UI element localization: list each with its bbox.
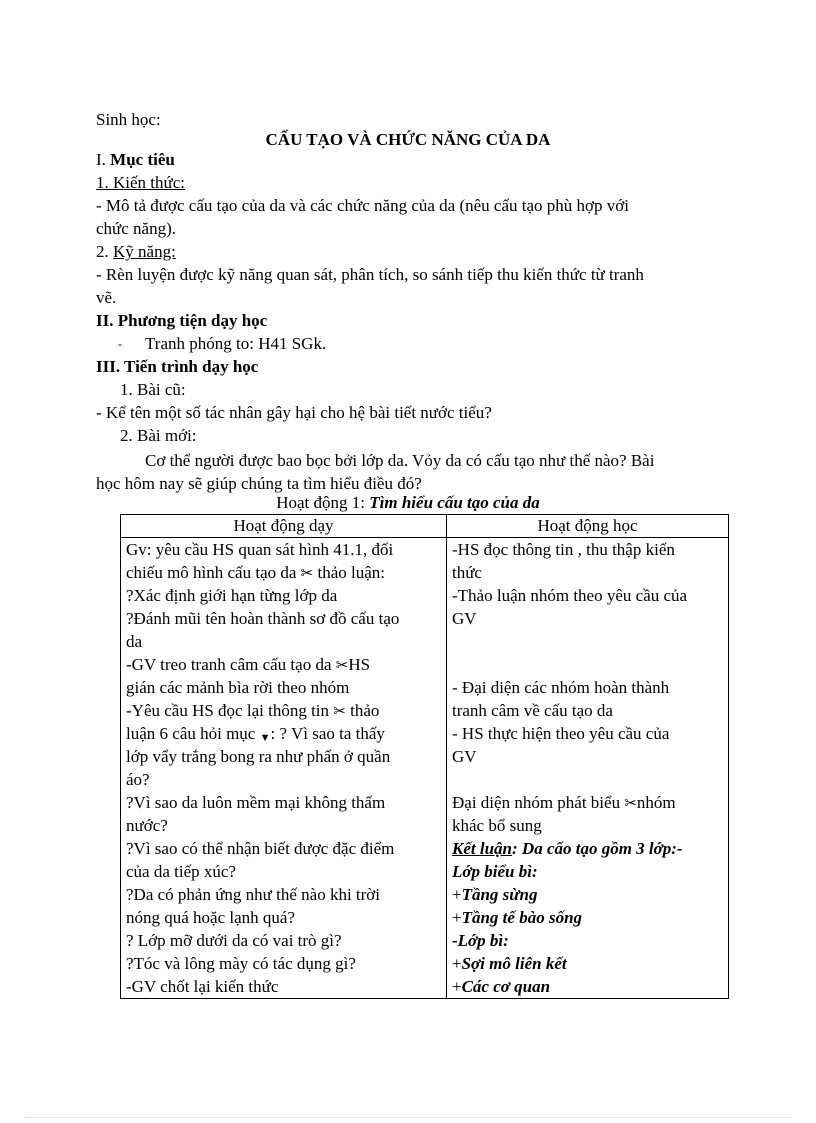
student-line: GV xyxy=(452,747,477,766)
teacher-line: ?Tóc và lông mày có tác dụng gì? xyxy=(126,954,356,973)
activity-1-caption xyxy=(0,492,816,514)
table-header-row xyxy=(121,515,729,538)
teacher-line xyxy=(126,722,441,745)
teacher-line: ? Lớp mỡ dưới da có vai trò gì? xyxy=(126,931,342,950)
activity-label: Hoạt động 1: xyxy=(276,493,370,512)
conclusion-item: Tầng sừng xyxy=(461,885,538,904)
student-line-empty xyxy=(452,630,723,653)
student-line: - HS thực hiện theo yêu cầu của xyxy=(452,724,670,743)
conclusion-item: Sợi mô liên kết xyxy=(461,954,567,973)
conclusion-item: Tầng tế bào sống xyxy=(461,908,583,927)
student-line-empty xyxy=(452,653,723,676)
conclusion-line xyxy=(452,906,723,929)
plus-sign: + xyxy=(452,977,462,996)
teacher-line-text: : ? Vì sao ta thấy xyxy=(270,724,385,743)
page-title: CẤU TẠO VÀ CHỨC NĂNG CỦA DA xyxy=(265,130,551,149)
activity-name: Tìm hiểu cấu tạo của da xyxy=(369,493,540,512)
teacher-line: da xyxy=(126,632,143,651)
scissors-icon: ✂ xyxy=(335,656,349,674)
intro-line-1: Cơ thể người được bao bọc bởi lớp da. Vỏy da có cấu tạo như thế nào? Bài xyxy=(145,451,655,470)
plus-sign: + xyxy=(452,908,462,927)
plus-sign: + xyxy=(452,885,462,904)
teacher-column-header: Hoạt động dạy xyxy=(121,515,447,538)
conclusion-text: : Da cấo tạo gồm 3 lớp:- xyxy=(512,839,683,858)
conclusion-line xyxy=(452,883,723,906)
skills-text-line-1: - Rèn luyện được kỹ năng quan sát, phân tích, so sánh tiếp thu kiến thức từ tranh xyxy=(96,265,644,284)
teacher-line-text: -GV treo tranh câm cấu tạo da xyxy=(126,655,336,674)
student-line: khác bổ sung xyxy=(452,816,542,835)
student-column-header: Hoạt động học xyxy=(447,515,729,538)
teacher-line: ?Xác định giới hạn từng lớp da xyxy=(126,586,338,605)
intro-line-2: học hôm nay sẽ giúp chúng ta tìm hiểu điều đó? xyxy=(96,474,422,493)
student-line xyxy=(452,791,723,814)
conclusion-line: -Lớp bì: xyxy=(452,931,509,950)
student-line-empty xyxy=(452,768,723,791)
new-lesson-item: 2. Bài mới: xyxy=(120,426,197,445)
teacher-line xyxy=(126,699,441,722)
conclusion-line xyxy=(452,952,723,975)
teacher-line: của da tiếp xúc? xyxy=(126,862,236,881)
conclusion-line xyxy=(452,837,723,860)
student-line: -HS đọc thông tin , thu thập kiến xyxy=(452,540,675,559)
teacher-line: ?Da có phản ứng như thế nào khi trời xyxy=(126,885,381,904)
page-bottom-divider xyxy=(24,1117,792,1118)
materials-item: Tranh phóng to: H41 SGk. xyxy=(145,334,327,353)
teacher-line-text: HS xyxy=(348,655,371,674)
teacher-line-text: chiếu mô hình cấu tạo da xyxy=(126,563,301,582)
teacher-line: nước? xyxy=(126,816,168,835)
teacher-line: -GV chốt lại kiến thức xyxy=(126,977,279,996)
section-1-heading xyxy=(96,149,175,171)
knowledge-text-line-1: - Mô tả được cấu tạo của da và các chức năng của da (nêu cấu tạo phù hợp với xyxy=(96,196,629,215)
teacher-line: áo? xyxy=(126,770,150,789)
skills-number: 2. xyxy=(96,242,109,261)
teacher-line xyxy=(126,561,441,584)
scissors-icon: ✂ xyxy=(333,702,346,720)
plus-sign: + xyxy=(452,954,462,973)
student-line: - Đại diện các nhóm hoàn thành xyxy=(452,678,670,697)
table-row xyxy=(121,538,729,999)
teacher-line: ?Vì sao da luôn mềm mại không thấm xyxy=(126,793,386,812)
student-line: -Thảo luận nhóm theo yêu cầu của xyxy=(452,586,688,605)
teacher-line xyxy=(126,653,441,676)
subsection-skills xyxy=(96,241,176,263)
teacher-line: ?Vì sao có thể nhận biết được đặc điểm xyxy=(126,839,395,858)
old-lesson-question: - Kể tên một số tác nhân gây hại cho hệ bài tiết nước tiểu? xyxy=(96,403,492,422)
conclusion-line xyxy=(452,975,723,998)
section-1-number: I. xyxy=(96,150,106,169)
teacher-line: Gv: yêu cầu HS quan sát hình 41.1, đối xyxy=(126,540,394,559)
subsection-knowledge: 1. Kiến thức: xyxy=(96,173,186,192)
teacher-line-text: thảo xyxy=(345,701,380,720)
triangle-down-icon: ▼ xyxy=(259,732,271,744)
activity-table xyxy=(120,514,729,999)
student-line: tranh câm về cấu tạo da xyxy=(452,701,613,720)
teacher-line: ?Đánh mũi tên hoàn thành sơ đồ cấu tạo xyxy=(126,609,400,628)
knowledge-text-line-2: chức năng). xyxy=(96,219,177,238)
teacher-line: lớp vẩy trắng bong ra như phấn ở quần xyxy=(126,747,391,766)
student-line-text: nhóm xyxy=(636,793,676,812)
section-3-heading: III. Tiến trình dạy học xyxy=(96,357,259,376)
teacher-activities-cell xyxy=(121,538,447,999)
section-2-heading: II. Phương tiện dạy học xyxy=(96,311,268,330)
skills-title: Kỹ năng: xyxy=(113,242,176,261)
conclusion-label: Kết luận xyxy=(452,839,512,858)
conclusion-line: Lớp biểu bì: xyxy=(452,862,538,881)
section-1-title: Mục tiêu xyxy=(110,150,175,169)
bullet-dash: - xyxy=(118,337,122,351)
student-line: GV xyxy=(452,609,477,628)
conclusion-item: Các cơ quan xyxy=(461,977,551,996)
student-line: thức xyxy=(452,563,482,582)
scissors-icon: ✂ xyxy=(300,564,314,582)
old-lesson-item: 1. Bài cũ: xyxy=(120,380,186,399)
subject-label: Sinh học: xyxy=(96,110,161,129)
scissors-icon: ✂ xyxy=(624,794,637,812)
teacher-line-text: -Yêu cầu HS đọc lại thông tin xyxy=(126,701,334,720)
teacher-line-text: luận 6 câu hỏi mục xyxy=(126,724,260,743)
student-activities-cell xyxy=(447,538,729,999)
student-line-text: Đại diện nhóm phát biểu xyxy=(452,793,625,812)
teacher-line-text: thảo luận: xyxy=(313,563,386,582)
teacher-line: gián các mảnh bìa rời theo nhóm xyxy=(126,678,350,697)
teacher-line: nóng quá hoặc lạnh quá? xyxy=(126,908,295,927)
skills-text-line-2: vẽ. xyxy=(96,288,117,307)
